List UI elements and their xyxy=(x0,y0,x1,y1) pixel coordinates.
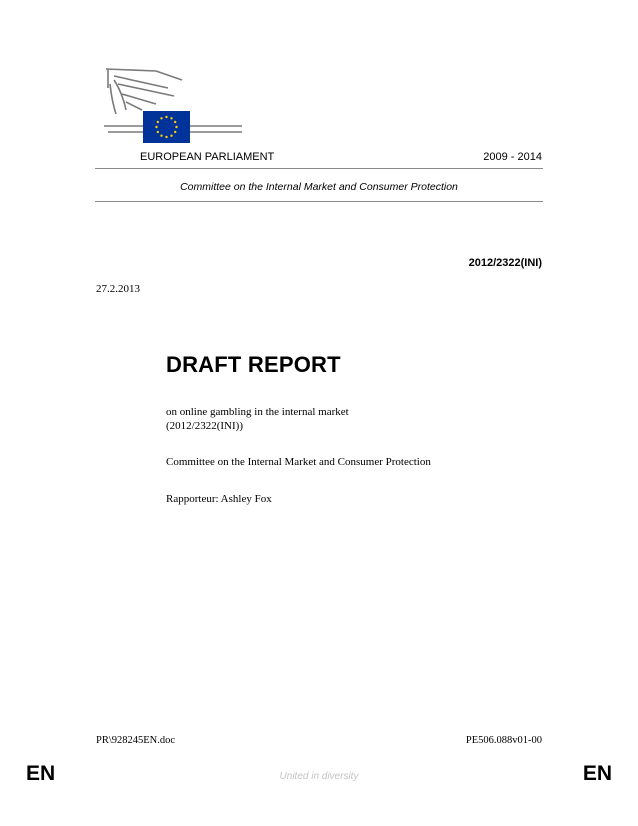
language-code-left: EN xyxy=(26,762,56,785)
procedure-reference: 2012/2322(INI) xyxy=(468,257,542,269)
organisation-name: EUROPEAN PARLIAMENT xyxy=(140,151,275,163)
european-parliament-logo xyxy=(96,66,246,152)
document-subject-reference: (2012/2322(INI)) xyxy=(166,420,243,432)
document-title: DRAFT REPORT xyxy=(166,352,341,377)
document-date: 27.2.2013 xyxy=(96,283,140,295)
language-code-right: EN xyxy=(582,762,612,785)
file-reference: PR\928245EN.doc xyxy=(96,735,176,746)
eu-motto: United in diversity xyxy=(279,771,359,782)
header-divider-bottom xyxy=(95,201,543,202)
rapporteur: Rapporteur: Ashley Fox xyxy=(166,493,272,505)
pe-reference: PE506.088v01-00 xyxy=(465,735,542,746)
parliamentary-term: 2009 - 2014 xyxy=(483,151,542,163)
document-subject: on online gambling in the internal market xyxy=(166,406,349,418)
header-divider-top xyxy=(95,168,543,169)
parliament-building-icon xyxy=(96,66,246,152)
committee-header: Committee on the Internal Market and Consumer Protection xyxy=(180,181,458,193)
responsible-committee: Committee on the Internal Market and Consumer Protection xyxy=(166,456,431,468)
